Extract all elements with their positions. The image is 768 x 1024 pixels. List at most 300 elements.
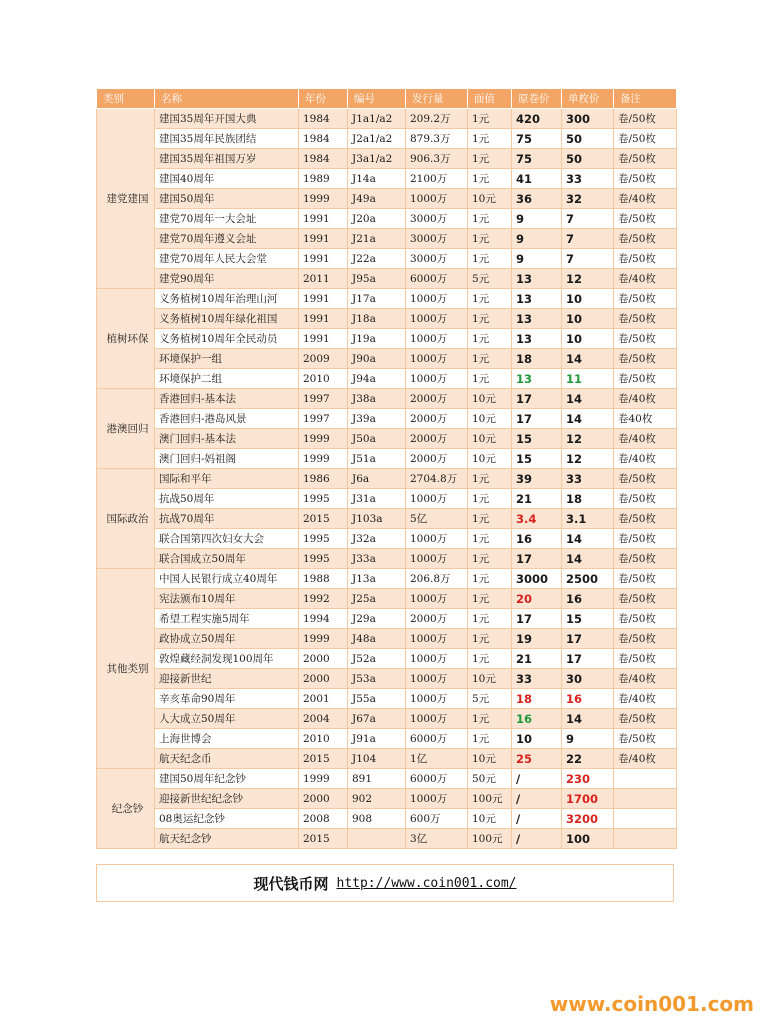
- item-single-price: 7: [562, 249, 614, 269]
- category-cell: 植树环保: [97, 289, 155, 389]
- item-code: J51a: [348, 449, 406, 469]
- item-name: 建国35周年民族团结: [155, 129, 299, 149]
- item-roll-price: 13: [512, 269, 562, 289]
- item-single-price: 14: [562, 549, 614, 569]
- item-face: 1元: [468, 349, 512, 369]
- item-issue: 1000万: [406, 369, 468, 389]
- item-face: 1元: [468, 529, 512, 549]
- item-note: 卷/40枚: [614, 749, 677, 769]
- item-note: [614, 769, 677, 789]
- item-name: 建国35周年祖国万岁: [155, 149, 299, 169]
- item-name: 澳门回归-基本法: [155, 429, 299, 449]
- item-roll-price: 25: [512, 749, 562, 769]
- item-name: 宪法颁布10周年: [155, 589, 299, 609]
- item-roll-price: 13: [512, 369, 562, 389]
- item-code: J21a: [348, 229, 406, 249]
- item-face: 1元: [468, 489, 512, 509]
- item-roll-price: 13: [512, 289, 562, 309]
- item-name: 建国35周年开国大典: [155, 109, 299, 129]
- item-face: 1元: [468, 369, 512, 389]
- col-header-year: 年份: [299, 89, 348, 109]
- item-single-price: 14: [562, 529, 614, 549]
- item-issue: 3亿: [406, 829, 468, 849]
- item-roll-price: 21: [512, 489, 562, 509]
- item-note: 卷/50枚: [614, 229, 677, 249]
- item-note: 卷/50枚: [614, 329, 677, 349]
- item-issue: 906.3万: [406, 149, 468, 169]
- item-note: 卷/50枚: [614, 469, 677, 489]
- item-issue: 1000万: [406, 529, 468, 549]
- item-roll-price: 21: [512, 649, 562, 669]
- item-note: 卷/50枚: [614, 629, 677, 649]
- item-year: 1991: [299, 289, 348, 309]
- item-face: 10元: [468, 809, 512, 829]
- item-single-price: 10: [562, 289, 614, 309]
- category-cell: 国际政治: [97, 469, 155, 569]
- item-single-price: 50: [562, 149, 614, 169]
- item-face: 1元: [468, 569, 512, 589]
- table-row: [97, 509, 677, 529]
- item-roll-price: 15: [512, 429, 562, 449]
- item-year: 1999: [299, 629, 348, 649]
- col-header-face: 面值: [468, 89, 512, 109]
- item-code: J103a: [348, 509, 406, 529]
- item-note: 卷/50枚: [614, 109, 677, 129]
- item-issue: 1000万: [406, 709, 468, 729]
- table-row: [97, 789, 677, 809]
- table-row: [97, 649, 677, 669]
- item-issue: 1000万: [406, 629, 468, 649]
- item-roll-price: 3.4: [512, 509, 562, 529]
- item-note: 卷/50枚: [614, 549, 677, 569]
- item-single-price: 15: [562, 609, 614, 629]
- item-roll-price: 17: [512, 609, 562, 629]
- item-name: 香港回归-基本法: [155, 389, 299, 409]
- table-row: [97, 609, 677, 629]
- item-note: 卷/50枚: [614, 609, 677, 629]
- item-name: 建国40周年: [155, 169, 299, 189]
- item-code: 908: [348, 809, 406, 829]
- table-row: [97, 749, 677, 769]
- item-year: 1999: [299, 449, 348, 469]
- item-note: 卷/40枚: [614, 449, 677, 469]
- item-single-price: 1700: [562, 789, 614, 809]
- item-face: 1元: [468, 509, 512, 529]
- item-name: 希望工程实施5周年: [155, 609, 299, 629]
- item-note: 卷/40枚: [614, 429, 677, 449]
- item-single-price: 12: [562, 449, 614, 469]
- item-issue: 209.2万: [406, 109, 468, 129]
- item-year: 2015: [299, 509, 348, 529]
- item-note: 卷/50枚: [614, 209, 677, 229]
- item-issue: 3000万: [406, 209, 468, 229]
- item-code: J49a: [348, 189, 406, 209]
- item-name: 澳门回归-妈祖阁: [155, 449, 299, 469]
- item-single-price: 14: [562, 349, 614, 369]
- item-name: 抗战50周年: [155, 489, 299, 509]
- item-issue: 6000万: [406, 769, 468, 789]
- item-note: 卷/50枚: [614, 709, 677, 729]
- col-header-issue: 发行量: [406, 89, 468, 109]
- item-note: 卷/50枚: [614, 289, 677, 309]
- item-face: 10元: [468, 409, 512, 429]
- item-face: 1元: [468, 729, 512, 749]
- item-year: 1995: [299, 529, 348, 549]
- item-single-price: 30: [562, 669, 614, 689]
- item-issue: 1000万: [406, 789, 468, 809]
- item-code: J6a: [348, 469, 406, 489]
- item-year: 2000: [299, 649, 348, 669]
- item-issue: 1000万: [406, 189, 468, 209]
- item-face: 1元: [468, 329, 512, 349]
- item-single-price: 32: [562, 189, 614, 209]
- item-single-price: 18: [562, 489, 614, 509]
- item-issue: 2000万: [406, 449, 468, 469]
- item-face: 10元: [468, 749, 512, 769]
- item-code: J38a: [348, 389, 406, 409]
- table-row: [97, 229, 677, 249]
- table-row: [97, 549, 677, 569]
- item-issue: 2704.8万: [406, 469, 468, 489]
- item-roll-price: 420: [512, 109, 562, 129]
- table-row: [97, 409, 677, 429]
- item-name: 香港回归-港岛风景: [155, 409, 299, 429]
- item-name: 人大成立50周年: [155, 709, 299, 729]
- table-row: [97, 469, 677, 489]
- item-year: 1988: [299, 569, 348, 589]
- item-face: 50元: [468, 769, 512, 789]
- item-roll-price: 19: [512, 629, 562, 649]
- item-name: 环境保护二组: [155, 369, 299, 389]
- table-row: [97, 529, 677, 549]
- col-header-category: 类别: [97, 89, 155, 109]
- watermark: www.coin001.com: [549, 992, 754, 1016]
- item-roll-price: 16: [512, 529, 562, 549]
- category-cell: 建党建国: [97, 109, 155, 289]
- item-code: J95a: [348, 269, 406, 289]
- item-issue: 1000万: [406, 649, 468, 669]
- item-year: 1991: [299, 309, 348, 329]
- category-cell: 纪念钞: [97, 769, 155, 849]
- table-row: [97, 189, 677, 209]
- item-issue: 1000万: [406, 289, 468, 309]
- item-year: 1992: [299, 589, 348, 609]
- item-code: J55a: [348, 689, 406, 709]
- item-year: 1991: [299, 229, 348, 249]
- item-code: J33a: [348, 549, 406, 569]
- table-row: [97, 429, 677, 449]
- item-face: 1元: [468, 129, 512, 149]
- table-row: [97, 309, 677, 329]
- item-name: 义务植树10周年全民动员: [155, 329, 299, 349]
- col-header-note: 备注: [614, 89, 677, 109]
- item-note: 卷/40枚: [614, 269, 677, 289]
- item-note: 卷/50枚: [614, 249, 677, 269]
- table-row: [97, 589, 677, 609]
- item-code: J3a1/a2: [348, 149, 406, 169]
- site-name: 现代钱币网: [253, 874, 329, 893]
- table-row: [97, 129, 677, 149]
- item-name: 中国人民银行成立40周年: [155, 569, 299, 589]
- item-note: 卷/50枚: [614, 729, 677, 749]
- item-roll-price: 3000: [512, 569, 562, 589]
- item-year: 1991: [299, 329, 348, 349]
- item-note: 卷/50枚: [614, 349, 677, 369]
- table-row: [97, 329, 677, 349]
- item-year: 1995: [299, 489, 348, 509]
- item-roll-price: 18: [512, 689, 562, 709]
- item-issue: 1000万: [406, 669, 468, 689]
- item-face: 1元: [468, 649, 512, 669]
- item-face: 1元: [468, 229, 512, 249]
- item-single-price: 2500: [562, 569, 614, 589]
- item-roll-price: 9: [512, 249, 562, 269]
- item-single-price: 14: [562, 409, 614, 429]
- col-header-code: 编号: [348, 89, 406, 109]
- item-roll-price: 9: [512, 229, 562, 249]
- item-code: J19a: [348, 329, 406, 349]
- item-name: 环境保护一组: [155, 349, 299, 369]
- item-code: J52a: [348, 649, 406, 669]
- table-row: [97, 689, 677, 709]
- item-year: 1999: [299, 769, 348, 789]
- item-single-price: 11: [562, 369, 614, 389]
- item-note: 卷/50枚: [614, 509, 677, 529]
- item-note: 卷/50枚: [614, 169, 677, 189]
- item-year: 1991: [299, 249, 348, 269]
- item-name: 建国50周年纪念钞: [155, 769, 299, 789]
- item-code: J17a: [348, 289, 406, 309]
- item-single-price: 300: [562, 109, 614, 129]
- item-roll-price: 33: [512, 669, 562, 689]
- item-year: 1997: [299, 389, 348, 409]
- item-year: 1984: [299, 129, 348, 149]
- item-issue: 2000万: [406, 389, 468, 409]
- item-code: J13a: [348, 569, 406, 589]
- item-face: 10元: [468, 389, 512, 409]
- item-single-price: 14: [562, 389, 614, 409]
- item-issue: 206.8万: [406, 569, 468, 589]
- table-row: [97, 709, 677, 729]
- item-year: 2015: [299, 749, 348, 769]
- item-issue: 3000万: [406, 249, 468, 269]
- item-year: 1989: [299, 169, 348, 189]
- item-face: 1元: [468, 549, 512, 569]
- item-name: 抗战70周年: [155, 509, 299, 529]
- item-face: 1元: [468, 209, 512, 229]
- item-roll-price: 13: [512, 309, 562, 329]
- item-name: 08奥运纪念钞: [155, 809, 299, 829]
- item-single-price: 3200: [562, 809, 614, 829]
- item-roll-price: 9: [512, 209, 562, 229]
- table-row: [97, 729, 677, 749]
- item-single-price: 14: [562, 709, 614, 729]
- item-face: 1元: [468, 709, 512, 729]
- item-note: [614, 829, 677, 849]
- item-code: J20a: [348, 209, 406, 229]
- item-face: 1元: [468, 629, 512, 649]
- item-note: 卷/50枚: [614, 149, 677, 169]
- item-year: 2010: [299, 369, 348, 389]
- item-note: 卷/50枚: [614, 369, 677, 389]
- item-roll-price: 36: [512, 189, 562, 209]
- item-roll-price: 10: [512, 729, 562, 749]
- item-code: J29a: [348, 609, 406, 629]
- table-row: [97, 389, 677, 409]
- table-row: [97, 289, 677, 309]
- item-issue: 1000万: [406, 349, 468, 369]
- item-year: 2001: [299, 689, 348, 709]
- item-issue: 1000万: [406, 329, 468, 349]
- item-single-price: 16: [562, 589, 614, 609]
- item-issue: 2000万: [406, 429, 468, 449]
- item-name: 迎接新世纪纪念钞: [155, 789, 299, 809]
- item-code: J31a: [348, 489, 406, 509]
- item-roll-price: 75: [512, 129, 562, 149]
- item-issue: 1000万: [406, 489, 468, 509]
- item-name: 建党90周年: [155, 269, 299, 289]
- col-header-single-price: 单枚价: [562, 89, 614, 109]
- item-code: J14a: [348, 169, 406, 189]
- item-single-price: 9: [562, 729, 614, 749]
- item-roll-price: 75: [512, 149, 562, 169]
- item-roll-price: /: [512, 809, 562, 829]
- site-url-link[interactable]: http://www.coin001.com/: [336, 875, 517, 891]
- item-face: 1元: [468, 109, 512, 129]
- item-year: 2009: [299, 349, 348, 369]
- item-issue: 1000万: [406, 689, 468, 709]
- item-single-price: 10: [562, 329, 614, 349]
- item-code: 902: [348, 789, 406, 809]
- item-year: 2008: [299, 809, 348, 829]
- table-row: [97, 269, 677, 289]
- item-face: 100元: [468, 789, 512, 809]
- item-code: J39a: [348, 409, 406, 429]
- item-code: J1a1/a2: [348, 109, 406, 129]
- category-cell: 其他类别: [97, 569, 155, 769]
- item-roll-price: 17: [512, 409, 562, 429]
- item-single-price: 22: [562, 749, 614, 769]
- item-name: 迎接新世纪: [155, 669, 299, 689]
- table-header-row: [97, 89, 677, 109]
- item-year: 2015: [299, 829, 348, 849]
- item-name: 上海世博会: [155, 729, 299, 749]
- item-roll-price: /: [512, 789, 562, 809]
- item-single-price: 33: [562, 469, 614, 489]
- item-single-price: 12: [562, 429, 614, 449]
- item-year: 2000: [299, 669, 348, 689]
- table-row: [97, 449, 677, 469]
- item-issue: 1000万: [406, 549, 468, 569]
- item-single-price: 230: [562, 769, 614, 789]
- item-issue: 1000万: [406, 589, 468, 609]
- item-face: 1元: [468, 609, 512, 629]
- item-single-price: 7: [562, 209, 614, 229]
- item-issue: 6000万: [406, 729, 468, 749]
- item-name: 建国50周年: [155, 189, 299, 209]
- item-code: J104: [348, 749, 406, 769]
- item-name: 建党70周年人民大会堂: [155, 249, 299, 269]
- item-year: 1999: [299, 189, 348, 209]
- item-name: 义务植树10周年治理山河: [155, 289, 299, 309]
- item-year: 1984: [299, 109, 348, 129]
- item-code: J32a: [348, 529, 406, 549]
- table-row: [97, 109, 677, 129]
- item-single-price: 3.1: [562, 509, 614, 529]
- coin-price-table: [96, 88, 677, 849]
- item-code: J50a: [348, 429, 406, 449]
- item-issue: 1000万: [406, 309, 468, 329]
- item-code: J94a: [348, 369, 406, 389]
- item-year: 1991: [299, 209, 348, 229]
- item-code: J53a: [348, 669, 406, 689]
- item-code: 891: [348, 769, 406, 789]
- item-face: 1元: [468, 249, 512, 269]
- item-note: 卷/40枚: [614, 689, 677, 709]
- table-row: [97, 669, 677, 689]
- item-year: 1994: [299, 609, 348, 629]
- item-face: 10元: [468, 449, 512, 469]
- item-code: [348, 829, 406, 849]
- table-row: [97, 829, 677, 849]
- item-note: 卷/40枚: [614, 669, 677, 689]
- table-row: [97, 349, 677, 369]
- item-code: J22a: [348, 249, 406, 269]
- item-roll-price: /: [512, 769, 562, 789]
- item-issue: 879.3万: [406, 129, 468, 149]
- item-face: 1元: [468, 169, 512, 189]
- item-face: 10元: [468, 669, 512, 689]
- table-row: [97, 809, 677, 829]
- item-face: 5元: [468, 689, 512, 709]
- table-row: [97, 169, 677, 189]
- item-face: 1元: [468, 289, 512, 309]
- item-note: 卷/40枚: [614, 189, 677, 209]
- item-face: 10元: [468, 189, 512, 209]
- item-roll-price: 16: [512, 709, 562, 729]
- item-issue: 6000万: [406, 269, 468, 289]
- item-name: 航天纪念钞: [155, 829, 299, 849]
- item-code: J90a: [348, 349, 406, 369]
- item-name: 建党70周年遵义会址: [155, 229, 299, 249]
- item-year: 1986: [299, 469, 348, 489]
- item-roll-price: 18: [512, 349, 562, 369]
- item-single-price: 100: [562, 829, 614, 849]
- table-row: [97, 209, 677, 229]
- item-name: 政协成立50周年: [155, 629, 299, 649]
- table-row: [97, 249, 677, 269]
- item-code: J18a: [348, 309, 406, 329]
- item-name: 联合国第四次妇女大会: [155, 529, 299, 549]
- category-cell: 港澳回归: [97, 389, 155, 469]
- item-note: 卷/50枚: [614, 529, 677, 549]
- item-year: 2011: [299, 269, 348, 289]
- item-issue: 2000万: [406, 409, 468, 429]
- item-year: 1984: [299, 149, 348, 169]
- item-face: 1元: [468, 469, 512, 489]
- item-face: 1元: [468, 149, 512, 169]
- table-row: [97, 569, 677, 589]
- item-roll-price: 20: [512, 589, 562, 609]
- item-single-price: 17: [562, 629, 614, 649]
- item-name: 义务植树10周年绿化祖国: [155, 309, 299, 329]
- item-year: 1999: [299, 429, 348, 449]
- item-face: 100元: [468, 829, 512, 849]
- item-single-price: 10: [562, 309, 614, 329]
- item-year: 2000: [299, 789, 348, 809]
- item-note: 卷/50枚: [614, 569, 677, 589]
- item-roll-price: /: [512, 829, 562, 849]
